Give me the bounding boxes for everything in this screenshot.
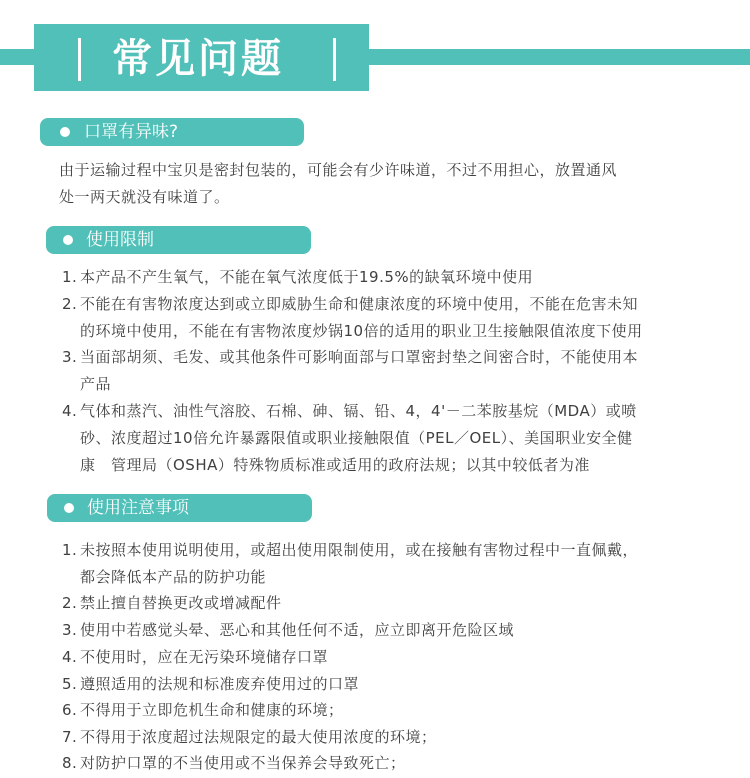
section-header-odor [40, 118, 304, 146]
item-text: 不得用于立即危机生命和健康的环境； [80, 701, 344, 719]
notes-item-1 [62, 537, 638, 564]
item-text: 本产品不产生氧气，不能在氧气浓度低于19.5%的缺氧环境中使用 [80, 268, 534, 286]
limits-item-4-continuation: 康 管理局（OSHA）特殊物质标准或适用的政府法规；以其中较低者为准 [80, 456, 590, 474]
item-number: 8. [62, 754, 78, 772]
notes-item-2 [62, 590, 282, 617]
item-text: 气体和蒸汽、油性气溶胶、石棉、砷、镉、铅、4，4'－二苯胺基烷（MDA）或喷 [80, 402, 637, 420]
item-number: 1. [62, 268, 78, 286]
item-text: 当面部胡须、毛发、或其他条件可影响面部与口罩密封垫之间密合时，不能使用本 [80, 348, 639, 366]
odor-text-line: 处一两天就没有味道了。 [59, 188, 230, 206]
item-number: 4. [62, 402, 78, 420]
limits-item-3-continuation: 产品 [80, 375, 112, 393]
limits-item-4-continuation: 砂、浓度超过10倍允许暴露限值或职业接触限值（PEL／OEL）、美国职业安全健 [80, 429, 633, 447]
section-heading: 使用注意事项 [87, 498, 189, 518]
item-number: 7. [62, 728, 78, 746]
notes-item-4 [62, 644, 328, 671]
item-text: 禁止擅自替换更改或增减配件 [80, 594, 282, 612]
title-right-bar [333, 38, 336, 81]
item-number: 2. [62, 594, 78, 612]
notes-item-5 [62, 671, 359, 698]
limits-item-4 [62, 398, 637, 425]
item-text: 不使用时，应在无污染环境储存口罩 [80, 648, 329, 666]
item-number: 3. [62, 348, 78, 366]
notes-item-1-continuation: 都会降低本产品的防护功能 [80, 568, 267, 586]
item-number: 3. [62, 621, 78, 639]
odor-text-line: 由于运输过程中宝贝是密封包装的，可能会有少许味道，不过不用担心，放置通风 [59, 161, 618, 179]
bullet-dot-icon [64, 503, 74, 513]
item-number: 4. [62, 648, 78, 666]
limits-item-2 [62, 291, 638, 318]
section-heading: 口罩有异味? [84, 122, 179, 142]
item-text: 对防护口罩的不当使用或不当保养会导致死亡； [80, 754, 406, 772]
limits-item-2-continuation: 的环境中使用，不能在有害物浓度炒锅10倍的适用的职业卫生接触限值浓度下使用 [80, 322, 643, 340]
bullet-dot-icon [60, 127, 70, 137]
item-text: 未按照本使用说明使用，或超出使用限制使用，或在接触有害物过程中一直佩戴， [80, 541, 639, 559]
section-header-notes [47, 494, 312, 522]
notes-item-6 [62, 697, 344, 724]
item-number: 2. [62, 295, 78, 313]
bullet-dot-icon [63, 235, 73, 245]
item-text: 不能在有害物浓度达到或立即威胁生命和健康浓度的环境中使用，不能在危害未知 [80, 295, 639, 313]
notes-item-7 [62, 724, 437, 751]
notes-item-3 [62, 617, 514, 644]
limits-item-1 [62, 264, 533, 291]
title-left-bar [78, 38, 81, 81]
page-title: 常见问题 [112, 36, 284, 82]
limits-item-3 [62, 344, 638, 371]
item-number: 6. [62, 701, 78, 719]
item-number: 1. [62, 541, 78, 559]
notes-item-8 [62, 750, 406, 777]
item-number: 5. [62, 675, 78, 693]
item-text: 遵照适用的法规和标准废弃使用过的口罩 [80, 675, 360, 693]
item-text: 不得用于浓度超过法规限定的最大使用浓度的环境； [80, 728, 437, 746]
item-text: 使用中若感觉头晕、恶心和其他任何不适，应立即离开危险区域 [80, 621, 515, 639]
section-heading: 使用限制 [86, 230, 154, 250]
section-header-limits [46, 226, 311, 254]
